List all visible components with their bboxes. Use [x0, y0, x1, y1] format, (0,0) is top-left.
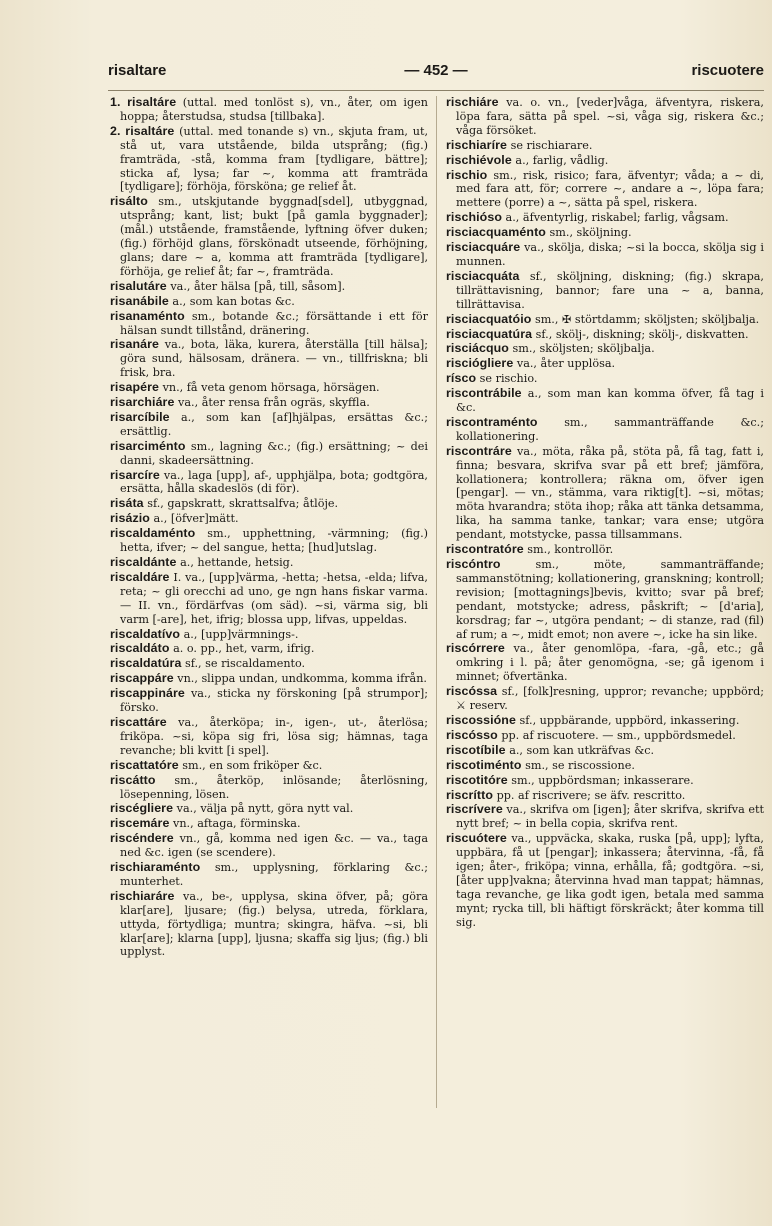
entry-definition: sm., risk, risico; fara, äfventyr; våda; a ~ di, med fara att, för; correre ~, andare a ~, löpa fara; mettere (porre) a ~, sätta på spel, riskera. [456, 168, 764, 210]
entry-headword: riscontrábile [446, 386, 522, 401]
dictionary-entry [110, 556, 428, 570]
header-last-word: riscuotere [691, 62, 764, 79]
entry-definition: pp. af riscuotere. — sm., uppbördsmedel. [497, 728, 736, 742]
entry-headword: riscaldáre [110, 569, 170, 584]
dictionary-entry [110, 642, 428, 656]
dictionary-entry [446, 714, 764, 728]
dictionary-entry [446, 543, 764, 557]
entry-definition: se rischiarare. [507, 138, 593, 152]
entry-definition: sm., uppbördsman; inkasserare. [507, 773, 694, 787]
entry-definition: sf., uppbärande, uppbörd, inkassering. [515, 713, 740, 727]
dictionary-entry [446, 226, 764, 240]
entry-headword: riscappináre [110, 686, 185, 701]
dictionary-entry [446, 387, 764, 415]
entry-definition: va. o. vn., [veder]våga, äfventyra, riskera, löpa fara, sätta på spel. ~si, våga sig, riskera &c.; våga försöket. [456, 96, 764, 137]
entry-headword: riscaldatúra [110, 656, 182, 671]
dictionary-entry [110, 774, 428, 802]
dictionary-entry [110, 411, 428, 439]
dictionary-entry [446, 211, 764, 225]
entry-headword: risalutáre [110, 278, 167, 293]
entry-headword: risanábile [110, 293, 169, 308]
entry-headword: rischiáre [446, 96, 499, 109]
dictionary-entry [110, 832, 428, 860]
entry-headword: riscaldatívo [110, 626, 181, 641]
dictionary-entry [446, 744, 764, 758]
dictionary-entry [110, 861, 428, 889]
entry-definition: va., skrifva om [igen]; åter skrifva, skrifva ett nytt bref; ~ in bella copia, skrifva rent. [456, 803, 764, 831]
entry-headword: rísco [446, 371, 477, 386]
dictionary-entry [446, 774, 764, 788]
dictionary-entry [110, 657, 428, 671]
entry-headword: risarcíre [110, 467, 160, 482]
entry-headword: riscórrere [446, 641, 505, 656]
dictionary-entry [446, 729, 764, 743]
entry-headword: riscuótere [446, 831, 507, 846]
entry-definition: vn., aftaga, förminska. [169, 817, 301, 831]
entry-definition: sf., se riscaldamento. [181, 657, 306, 671]
entry-headword: risanaménto [110, 308, 185, 323]
entry-headword: riscaldaménto [110, 526, 196, 541]
dictionary-entry [110, 716, 428, 758]
entry-definition: va., be-, upplysa, skina öfver, på; göra klar[are], ljusare; (fig.) belysa, utreda, förklara, uttyda, förtydliga; muntra; skingra, häfva. ~si, bli klar[are]; klarna [upp], ljusna; skaffa sig ljus; (fig.) bli upplyst. [120, 889, 428, 959]
header-first-word: risaltare [108, 62, 167, 79]
entry-definition: sf., sköljning, diskning; (fig.) skrapa, tillrättavisning, bannor; fare una ~ a, banna, tillrättavisa. [456, 269, 764, 311]
dictionary-entry [110, 817, 428, 831]
entry-headword: riscotiménto [446, 757, 522, 772]
entry-headword: riscaldánte [110, 555, 177, 569]
entry-definition: (uttal. med tonlöst s), vn., åter, om igen hoppa; återstudsa, studsa [tillbaka]. [120, 96, 428, 123]
entry-headword: rischióso [446, 210, 502, 225]
entry-headword: risarchiáre [110, 395, 175, 410]
dictionary-entry [110, 890, 428, 960]
entry-definition: sm., sammanträffande &c.; kollationering. [456, 415, 764, 443]
entry-definition: sf., skölj-, diskning; skölj-, diskvatten. [532, 327, 749, 341]
entry-definition: va., skölja, diska; ~si la bocca, skölja sig i munnen. [456, 241, 764, 268]
entry-headword: riscattatóre [110, 757, 179, 772]
entry-headword: riscaldáto [110, 641, 170, 656]
dictionary-entry [446, 328, 764, 342]
dictionary-entry [110, 381, 428, 395]
dictionary-entry [446, 357, 764, 371]
dictionary-entry [110, 672, 428, 686]
dictionary-entry [110, 571, 428, 627]
entry-headword: riscrívere [446, 802, 503, 817]
entry-headword: riscóssa [446, 684, 498, 699]
dictionary-entry [446, 558, 764, 641]
dictionary-entry [110, 96, 428, 124]
entry-definition: va., möta, råka på, stöta på, få tag, fatt i, finna; besvara, skrifva svar på ett bref; jämföra, kollationera; kontrollera; räkna om, öfver igen [pengar]. — vn., stämma, vara riktig[t]. ~si, mötas; möta hvarandra; stöta ihop; råka att tänka detsamma, lika, ha samma tanke, tankar; vara ense; utgöra pendant, motstycke, passa tillsammans. [456, 444, 764, 542]
entry-headword: risáta [110, 496, 144, 511]
entry-headword: risapére [110, 380, 160, 395]
entry-headword: riscontráre [446, 443, 512, 458]
entry-definition: vn., få veta genom hörsaga, hörsägen. [159, 381, 380, 395]
entry-headword: risciógliere [446, 356, 514, 371]
entry-headword: rischiaráre [110, 888, 175, 903]
dictionary-entry [446, 270, 764, 312]
entry-definition: a., farlig, vådlig. [511, 153, 609, 167]
entry-definition: sf., [folk]resning, uppror; revanche; uppbörd; ⚔ reserv. [456, 685, 764, 713]
entry-definition: pp. af riscrivere; se äfv. rescritto. [493, 788, 686, 802]
dictionary-entry [446, 169, 764, 211]
dictionary-entry [110, 295, 428, 309]
entry-definition: sf., gapskratt, skrattsalfva; åtlöje. [143, 497, 339, 511]
entry-definition: a., [upp]värmnings-. [180, 627, 299, 641]
entry-headword: riscossióne [446, 712, 516, 727]
entry-headword: risarcíbile [110, 409, 170, 424]
entry-headword: rischiévole [446, 152, 512, 167]
entry-headword: riscátto [110, 772, 156, 787]
entry-headword: risanáre [110, 337, 160, 352]
entry-definition: va., välja på nytt, göra nytt val. [173, 802, 354, 816]
page-number: — 452 — [404, 62, 468, 79]
entry-definition: va., åter hälsa [på, till, såsom]. [166, 279, 346, 293]
entry-headword: riscéndere [110, 831, 174, 846]
entry-headword: riscotitóre [446, 772, 508, 787]
dictionary-entry [110, 125, 428, 195]
dictionary-entry [446, 342, 764, 356]
page-header [108, 62, 764, 84]
entry-headword: risálto [110, 194, 148, 209]
entry-definition: a., äfventyrlig, riskabel; farlig, vågsam. [502, 211, 729, 225]
dictionary-entry [110, 512, 428, 526]
entry-definition: sm., ✠ störtdamm; sköljsten; sköljbalja. [531, 312, 760, 326]
dictionary-entry [446, 372, 764, 386]
dictionary-entry [110, 440, 428, 468]
entry-headword: risciacquatúra [446, 326, 533, 341]
entry-headword: rischiaraménto [110, 860, 201, 875]
entry-definition: (uttal. med tonande s) vn., skjuta fram, ut, stå ut, vara utstående, bilda utsprång; (fig.) framträda, -stå, komma fram [tydligare, bättre]; sticka af, lysa; far ~, komma att framträda [tydligare]; förhöja, försköna; ge relief åt. [120, 124, 428, 194]
entry-definition: vn., gå, komma ned igen &c. — va., taga ned &c. igen (se scendere). [120, 832, 428, 860]
header-rule [108, 90, 764, 91]
entry-definition: a. o. pp., het, varm, ifrig. [169, 642, 315, 656]
entry-definition: sm., återköp, inlösande; återlösning, lösepenning, lösen. [120, 773, 428, 801]
entry-definition: a., som kan botas &c. [168, 294, 295, 308]
entry-headword: risciacquatóio [446, 311, 532, 326]
entry-headword: 2. risaltáre [110, 123, 175, 138]
entry-definition: sm., upplysning, förklaring &c.; munterhet. [120, 861, 428, 888]
entry-definition: va., bota, läka, kurera, återställa [till hälsa]; göra sund, hälsosam, dränera. — vn., tillfriskna; bli frisk, bra. [120, 338, 428, 380]
dictionary-entry [110, 802, 428, 816]
entry-definition: a., som kan [af]hjälpas, ersättas &c.; ersättlig. [120, 410, 428, 438]
entry-headword: risarciménto [110, 438, 186, 453]
entry-definition: sm., möte, sammanträffande; sammanstötning; kollationering, granskning; kontroll; revision; [mottagnings]bevis, kvitto; svar på bref; pendant, motstycke; adress, påskrift; ~ [d'aria], korsdrag; far ~, utgöra pendant; ~ di stanze, rad (fil) af rum; a ~, midt emot; non avere ~, icke ha sin like. [456, 558, 764, 641]
entry-definition: sm., sköljning. [545, 226, 632, 240]
entry-definition: a., som kan utkräfvas &c. [505, 743, 655, 757]
dictionary-entry [446, 789, 764, 803]
entry-headword: riscappáre [110, 671, 174, 686]
dictionary-entry [446, 241, 764, 269]
entry-definition: I. va., [upp]värma, -hetta; -hetsa, -elda; lifva, reta; ~ gli orecchi ad uno, ge ngn hans fiskar varma. — II. vn., fördärfvas (om säd). ~si, värma sig, bli varm [-are], het, ifrig; blossa upp, lifvas, uppeldas. [120, 570, 428, 626]
entry-definition: sm., botande &c.; försättande i ett för hälsan sundt tillstånd, dränering. [120, 309, 428, 337]
dictionary-entry [110, 628, 428, 642]
dictionary-entry [446, 313, 764, 327]
entry-headword: risciacquáre [446, 240, 521, 255]
dictionary-entry [110, 338, 428, 380]
column-divider [436, 96, 437, 1108]
entry-headword: riscemáre [110, 816, 170, 831]
entry-definition: sm., kontrollör. [523, 543, 614, 557]
dictionary-entry [110, 280, 428, 294]
entry-headword: 1. risaltáre [110, 96, 177, 109]
entry-definition: a., [öfver]mätt. [149, 512, 239, 526]
dictionary-entry [110, 469, 428, 497]
entry-headword: risciacquáta [446, 268, 520, 283]
entry-headword: risciácquo [446, 341, 509, 356]
entry-headword: riscattáre [110, 714, 167, 729]
entry-headword: riscrítto [446, 787, 494, 802]
dictionary-entry [110, 527, 428, 555]
entry-headword: rischio [446, 167, 488, 182]
entry-definition: va., åter upplösa. [513, 357, 616, 371]
entry-definition: sm., se riscossione. [521, 758, 635, 772]
entry-definition: va., sticka ny förskoning [på strumpor]; försko. [120, 687, 428, 715]
dictionary-entry [446, 445, 764, 542]
entry-definition: sm., lagning &c.; (fig.) ersättning; ~ dei danni, skadeersättning. [120, 439, 428, 467]
entry-headword: riscontratóre [446, 542, 524, 557]
dictionary-entry [446, 642, 764, 684]
dictionary-entry [446, 832, 764, 929]
dictionary-entry [110, 310, 428, 338]
entry-definition: va., åter genomlöpa, -fara, -gå, etc.; gå omkring i l. på; åter genomögna, -se; gå igenom i minnet; öfvertänka. [456, 642, 764, 684]
entry-headword: riscósso [446, 727, 498, 742]
dictionary-entry [446, 759, 764, 773]
dictionary-entry [446, 139, 764, 153]
entry-definition: va., återköpa; in-, igen-, ut-, återlösa; friköpa. ~si, köpa sig fri, lösa sig; hämnas, taga revanche; bli kvitt [i spel]. [120, 715, 428, 757]
entry-headword: rischiaríre [446, 137, 508, 152]
entry-definition: sm., sköljsten; sköljbalja. [508, 342, 655, 356]
entry-definition: a., som man kan komma öfver, få tag i &c. [456, 387, 764, 415]
right-column [446, 96, 764, 1206]
dictionary-entry [446, 154, 764, 168]
entry-definition: va., laga [upp], af-, upphjälpa, bota; godtgöra, ersätta, hålla skadeslös (di för). [120, 468, 428, 496]
entry-definition: sm., upphettning, -värmning; (fig.) hetta, ifver; ~ del sangue, hetta; [hud]utslag. [120, 527, 428, 555]
entry-definition: a., hettande, hetsig. [176, 556, 294, 569]
entry-definition: sm., en som friköper &c. [178, 758, 323, 772]
dictionary-entry [446, 803, 764, 831]
entry-definition: sm., utskjutande byggnad[sdel], utbyggnad, utsprång; kant, list; bukt [på gamla byggnader]; (mål.) utstående, framstående, lyftning öfver duken; (fig.) förhöjd glans, förskönadt utseende, förhöjning, glans; dare ~ a, komma att framträda [tydligare], förhöja, ge relief åt; far ~, framträda. [120, 195, 428, 278]
dictionary-entry [110, 195, 428, 278]
dictionary-entry [446, 416, 764, 444]
dictionary-entry [446, 96, 764, 138]
entry-headword: riscóntro [446, 557, 501, 571]
entry-headword: riscégliere [110, 801, 174, 816]
entry-definition: vn., slippa undan, undkomma, komma ifrån. [173, 672, 427, 686]
dictionary-entry [110, 759, 428, 773]
entry-definition: va., uppväcka, skaka, ruska [på, upp]; lyfta, uppbära, få ut [pengar]; inkassera; återvinna, -få, få igen; åter-, friköpa; vinna, erhålla, få; godtgöra. ~si, [åter upp]vakna; återvinna hvad man tappat; hämnas, taga revanche, ge lika godt igen, betala med samma mynt; rycka till, bli häftigt förskräckt; åter komma till sig. [456, 832, 764, 929]
left-column [110, 96, 428, 1206]
entry-headword: riscotíbile [446, 742, 506, 757]
entry-definition: va., åter rensa från ogräs, skyffla. [174, 396, 370, 410]
dictionary-entry [110, 497, 428, 511]
dictionary-entry [110, 687, 428, 715]
dictionary-entry [110, 396, 428, 410]
entry-definition: se rischio. [476, 372, 538, 386]
entry-headword: risázio [110, 511, 150, 526]
entry-headword: risciacquaménto [446, 225, 546, 240]
entry-headword: riscontraménto [446, 414, 538, 429]
dictionary-entry [446, 685, 764, 713]
